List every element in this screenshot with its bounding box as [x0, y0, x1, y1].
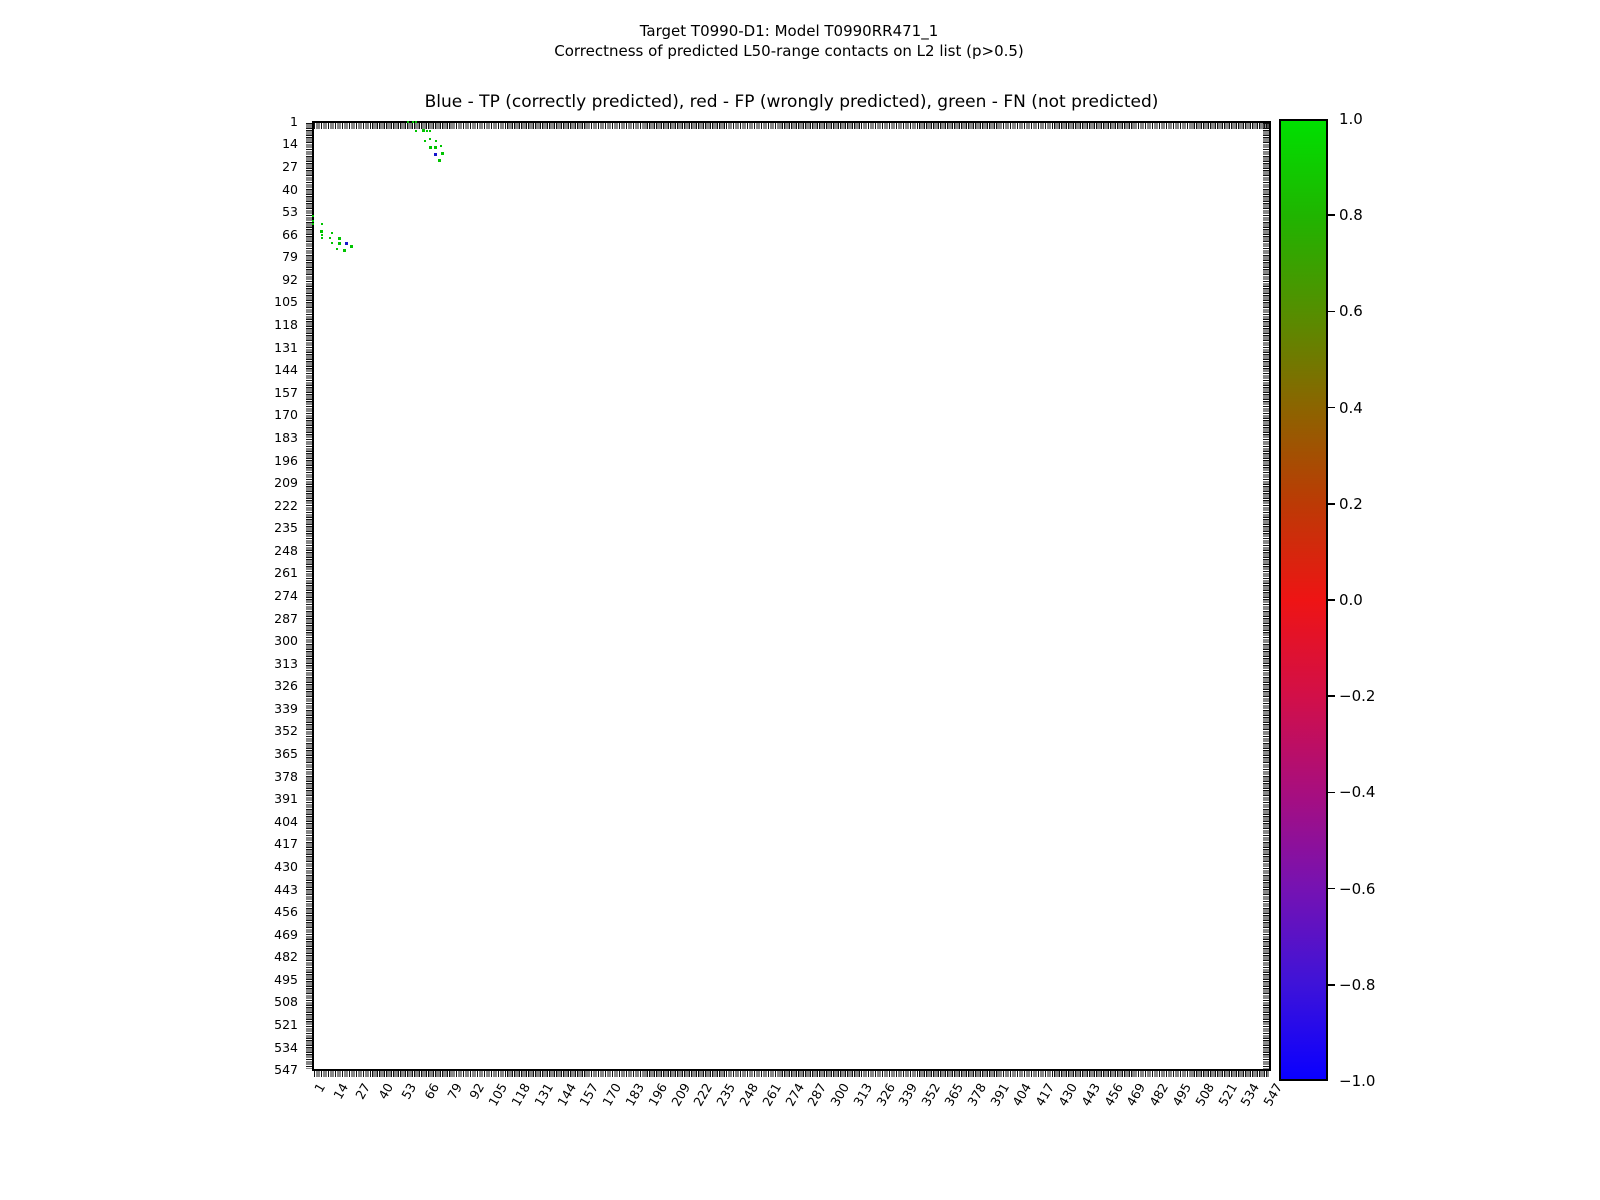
y-tick-label: 105	[274, 294, 298, 310]
y-tick-label: 495	[274, 971, 298, 987]
x-tick-label: 547	[1260, 1080, 1286, 1109]
x-tick-label: 274	[781, 1080, 807, 1109]
x-tick-label: 261	[758, 1080, 784, 1109]
colorbar-tick	[1328, 695, 1335, 697]
y-tick-label: 391	[274, 791, 298, 807]
y-tick-label: 534	[274, 1039, 298, 1055]
x-tick-label: 105	[485, 1080, 511, 1109]
contact-point-fn	[424, 140, 426, 142]
y-tick-label: 469	[274, 926, 298, 942]
x-tick-label: 300	[827, 1080, 853, 1109]
x-tick-label: 443	[1077, 1080, 1103, 1109]
contact-point-fn	[336, 248, 338, 250]
contact-map-plot	[312, 121, 1271, 1071]
x-tick-label: 352	[918, 1080, 944, 1109]
y-tick-label: 547	[274, 1062, 298, 1078]
contact-point-fn	[338, 242, 341, 245]
x-tick-label: 222	[690, 1080, 716, 1109]
contact-point-fn	[434, 146, 437, 149]
x-tick-label: 40	[375, 1080, 397, 1102]
y-tick-label: 352	[274, 723, 298, 739]
x-tick-label: 391	[986, 1080, 1012, 1109]
x-tick-label: 378	[964, 1080, 989, 1109]
x-tick-label: 1	[311, 1080, 328, 1095]
colorbar-tick	[1328, 503, 1335, 505]
contact-point-fn	[429, 146, 432, 149]
y-tick-label: 378	[274, 768, 298, 784]
contact-point-fn	[426, 130, 428, 132]
colorbar-tick-label: 1.0	[1339, 110, 1363, 128]
contact-point-fn	[441, 152, 444, 155]
x-tick-label: 118	[508, 1080, 534, 1109]
x-tick-label: 313	[850, 1080, 875, 1109]
x-tick-label: 495	[1169, 1080, 1195, 1109]
colorbar-tick-label: −0.6	[1339, 879, 1376, 898]
colorbar-tick	[1328, 311, 1335, 313]
x-tick-label: 14	[329, 1080, 351, 1102]
x-tick-label: 53	[398, 1080, 420, 1102]
y-tick-label: 521	[274, 1016, 298, 1032]
colorbar-tick	[1328, 888, 1335, 890]
y-tick-label: 326	[274, 678, 298, 694]
y-tick-label: 300	[274, 633, 298, 649]
x-tick-label: 287	[804, 1080, 830, 1109]
y-tick-label: 508	[274, 994, 298, 1010]
colorbar-tick-label: 0.2	[1339, 494, 1363, 513]
y-tick-label: 248	[274, 542, 298, 558]
y-tick-label: 144	[274, 362, 298, 378]
y-tick-label: 27	[282, 159, 298, 175]
contact-point-fn	[415, 130, 417, 132]
contact-point-fn	[429, 138, 431, 140]
x-tick-label: 521	[1214, 1080, 1240, 1109]
axis-minor-ticks-bottom	[314, 1071, 1269, 1077]
x-tick-label: 92	[466, 1080, 488, 1102]
colorbar-tick	[1328, 214, 1335, 216]
x-tick-label: 131	[530, 1080, 556, 1109]
x-tick-label: 534	[1237, 1080, 1263, 1109]
contact-point-tp	[434, 153, 437, 156]
contact-point-fn	[412, 121, 414, 123]
figure-title-line2: Correctness of predicted L50-range contacts on L2 list (p>0.5)	[554, 42, 1024, 60]
contact-point-fn	[312, 223, 314, 225]
colorbar-tick-label: 0.4	[1339, 398, 1363, 417]
colorbar-tick-label: 0.0	[1339, 591, 1363, 609]
colorbar	[1279, 119, 1328, 1081]
y-tick-label: 430	[274, 858, 298, 874]
x-tick-label: 430	[1055, 1080, 1081, 1109]
contact-point-fn	[321, 234, 323, 236]
contact-point-fn	[407, 121, 409, 123]
x-tick-label: 27	[352, 1080, 374, 1102]
x-tick-label: 339	[895, 1080, 921, 1109]
axis-minor-ticks-right	[1263, 123, 1269, 1069]
y-tick-label: 456	[274, 904, 298, 920]
contact-point-fn	[438, 159, 441, 162]
x-tick-label: 196	[644, 1080, 670, 1109]
x-tick-label: 365	[941, 1080, 967, 1109]
x-tick-label: 508	[1191, 1080, 1217, 1109]
y-tick-label: 157	[274, 384, 298, 400]
y-tick-label: 66	[282, 226, 298, 242]
colorbar-tick-label: −1.0	[1339, 1072, 1376, 1090]
x-tick-label: 248	[736, 1080, 762, 1109]
y-tick-label: 209	[274, 475, 298, 491]
axes-title-legend: Blue - TP (correctly predicted), red - FP (wrongly predicted), green - FN (not predicted)	[424, 92, 1159, 112]
y-tick-label: 53	[282, 204, 298, 220]
x-tick-label: 209	[667, 1080, 693, 1109]
contact-point-fn	[329, 237, 331, 239]
figure-title-line1: Target T0990-D1: Model T0990RR471_1	[639, 22, 939, 40]
axis-minor-ticks-left	[306, 123, 312, 1069]
y-tick-label: 339	[274, 700, 298, 716]
x-tick-label: 417	[1032, 1080, 1058, 1109]
colorbar-tick	[1328, 792, 1335, 794]
y-tick-label: 287	[274, 610, 298, 626]
y-tick-label: 196	[274, 452, 298, 468]
contact-point-fn	[312, 220, 314, 222]
colorbar-tick-label: −0.8	[1339, 975, 1376, 994]
contact-point-fn	[331, 232, 333, 234]
contact-point-fn	[350, 245, 353, 248]
y-tick-label: 1	[290, 113, 298, 129]
x-tick-label: 404	[1009, 1080, 1035, 1109]
contact-point-fn	[415, 121, 417, 123]
axis-minor-ticks-top	[314, 123, 1269, 129]
colorbar-tick	[1328, 984, 1335, 986]
x-tick-label: 482	[1146, 1080, 1172, 1109]
y-tick-label: 313	[274, 655, 298, 671]
y-tick-label: 235	[274, 520, 298, 536]
colorbar-tick-label: −0.4	[1339, 783, 1376, 802]
y-tick-label: 261	[274, 565, 298, 581]
y-tick-label: 170	[274, 407, 298, 423]
x-tick-label: 456	[1100, 1080, 1126, 1109]
contact-point-fn	[343, 249, 346, 252]
x-tick-label: 66	[421, 1080, 442, 1102]
y-tick-label: 482	[274, 949, 298, 965]
y-tick-label: 79	[282, 249, 298, 265]
contact-point-fn	[321, 223, 323, 225]
contact-point-fn	[435, 140, 437, 142]
y-tick-label: 131	[274, 339, 298, 355]
y-tick-label: 274	[274, 588, 298, 603]
y-tick-label: 92	[282, 271, 298, 287]
colorbar-tick-label: −0.2	[1339, 687, 1376, 706]
colorbar-tick	[1328, 599, 1335, 601]
y-tick-label: 40	[282, 181, 298, 197]
x-tick-label: 326	[872, 1080, 898, 1109]
y-tick-label: 365	[274, 746, 298, 762]
contact-point-fn	[440, 145, 442, 147]
contact-point-fn	[338, 237, 341, 240]
x-tick-label: 469	[1123, 1080, 1149, 1109]
y-tick-label: 443	[274, 881, 298, 897]
contact-point-fn	[321, 237, 323, 239]
y-tick-label: 118	[274, 317, 298, 333]
y-tick-label: 404	[274, 813, 298, 829]
colorbar-tick	[1328, 407, 1335, 409]
contact-point-fn	[320, 230, 323, 233]
x-tick-label: 144	[553, 1080, 579, 1109]
contact-point-fn	[331, 242, 333, 244]
contact-point-fn	[312, 215, 314, 217]
contact-point-fn	[429, 130, 431, 132]
y-tick-label: 417	[274, 836, 298, 852]
contact-point-fn	[422, 129, 425, 132]
x-tick-label: 235	[713, 1080, 739, 1109]
colorbar-tick-label: 0.6	[1339, 302, 1363, 321]
x-tick-label: 157	[576, 1080, 602, 1109]
x-tick-label: 170	[599, 1080, 625, 1109]
y-tick-label: 14	[282, 136, 298, 152]
colorbar-tick-label: 0.8	[1339, 206, 1363, 225]
x-tick-label: 183	[622, 1080, 648, 1109]
x-tick-label: 79	[443, 1080, 465, 1102]
contact-point-tp	[345, 242, 348, 245]
y-tick-label: 222	[274, 497, 298, 513]
y-tick-label: 183	[274, 429, 298, 445]
